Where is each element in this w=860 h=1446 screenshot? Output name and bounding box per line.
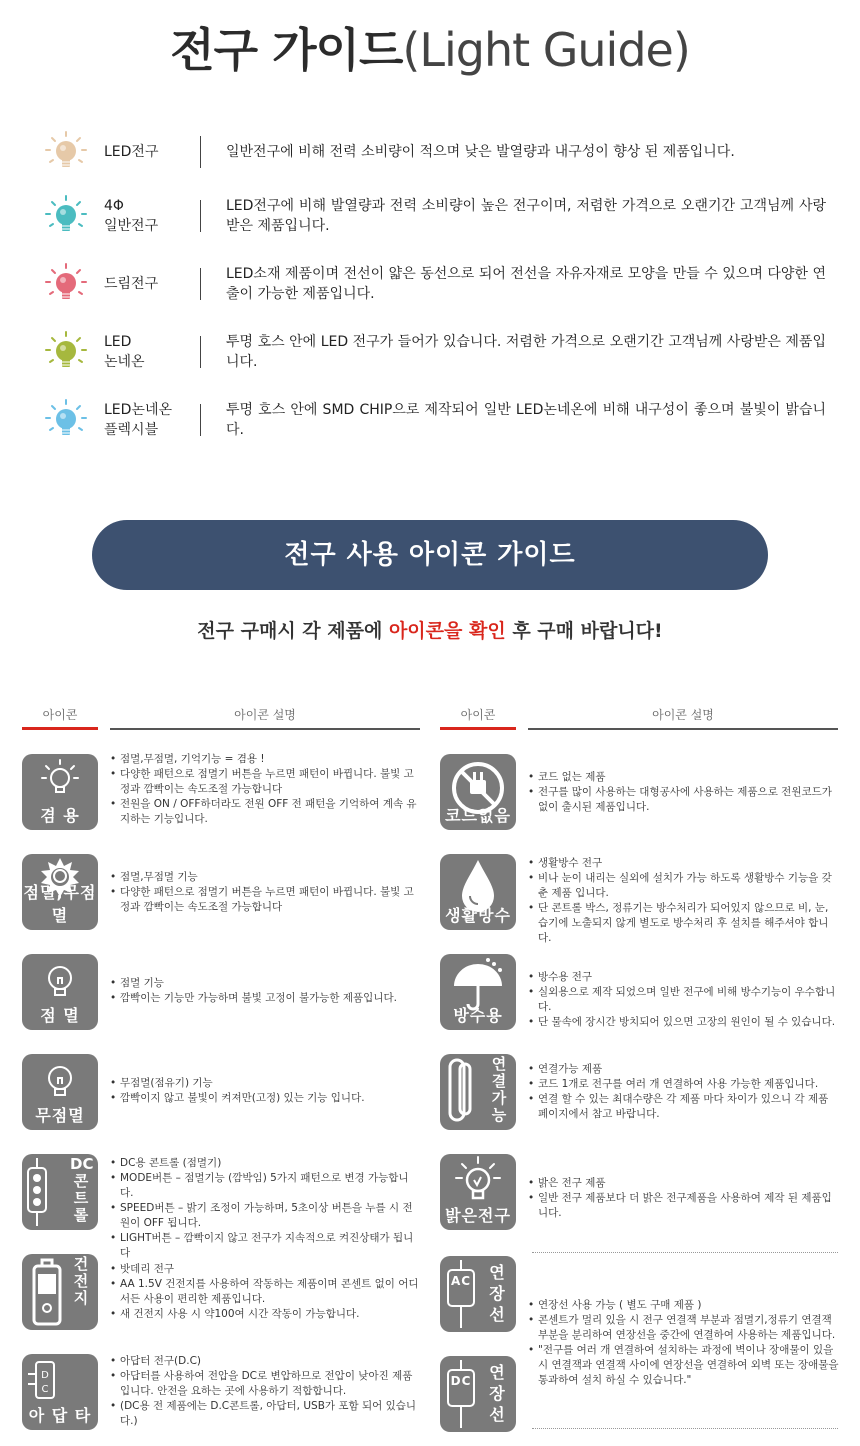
- description-bullet: • 깜빡이지 않고 불빛이 켜져만(고정) 있는 기능 입니다.: [110, 1091, 420, 1106]
- icon-tile-label: DC콘트롤: [70, 1155, 94, 1224]
- icon-description: [528, 770, 840, 815]
- description-bullet: • 실외용으로 제작 되었으며 일반 전구에 비해 방수기능이 우수합니다.: [528, 985, 840, 1015]
- icon-tile-waterproof: [440, 954, 516, 1030]
- icon-tile-label: 연결가능: [491, 1055, 507, 1124]
- description-bullet: • 다양한 패턴으로 점멸기 버튼을 누르면 패턴이 바뀝니다. 불빛 고정과 깜빡이는 속도조절 가능합니다: [110, 767, 420, 797]
- bulb-guide-row: [0, 398, 860, 458]
- bulb-type-description: 투명 호스 안에 LED 전구가 들어가 있습니다. 저렴한 가격으로 오랜기간 고객님께 사랑받은 제품입니다.: [226, 334, 826, 370]
- description-bullet: • 단 물속에 장시간 방치되어 있으면 고장의 원인이 될 수 있습니다.: [528, 1015, 840, 1030]
- description-bullet: • 다양한 패턴으로 점멸기 버튼을 누르면 패턴이 바뀝니다. 불빛 고정과 깜빡이는 속도조절 가능합니다: [110, 885, 420, 915]
- icon-tile-label: 점멸,무점멸: [23, 883, 97, 925]
- bulb-type-name: [104, 332, 145, 372]
- icon-tile-bright-bulb: [440, 1154, 516, 1230]
- extension-type-label: DC: [450, 1374, 472, 1388]
- extension-type-label: AC: [450, 1274, 472, 1288]
- bulb-guide-row: [0, 330, 860, 390]
- icon-tile-extension-dc: [440, 1356, 516, 1432]
- icon-tile-flash-steady: [22, 854, 98, 930]
- icon-tile-label: 건전지: [73, 1255, 89, 1307]
- description-bullet: • 밧데리 전구: [110, 1262, 420, 1277]
- description-bullet: • 전원을 ON / OFF하더라도 전원 OFF 전 패턴을 기억하여 계속 유지하는 기능입니다.: [110, 797, 420, 827]
- left-icon-header: 아이콘: [42, 708, 78, 722]
- bulb-type-name: [104, 196, 158, 236]
- divider-line: [200, 268, 201, 300]
- description-bullet: • 아답터 전구(D.C): [110, 1354, 420, 1369]
- page-title: [0, 14, 860, 80]
- icon-tile-label: 아 답 타: [28, 1406, 92, 1425]
- header-underline: [110, 728, 420, 730]
- subtitle-post: 후 구매 바랍니다!: [505, 620, 663, 642]
- bulb-type-description: LED전구에 비해 발열량과 전력 소비량이 높은 전구이며, 저렴한 가격으로 오랜기간 고객님께 사랑받은 제품입니다.: [226, 198, 826, 234]
- icon-description: [110, 752, 420, 827]
- icon-description: [528, 1298, 840, 1388]
- description-bullet: • "전구를 여러 개 연결하여 설치하는 과정에 벽이나 장애물이 있을 시 연결잭과 연결잭 사이에 연장선을 연결하여 외벽 또는 장애물을 통과하여 설치 하실 수 있습니다.": [528, 1343, 840, 1388]
- description-bullet: • 점멸,무점멸, 기억기능 = 겸용 !: [110, 752, 420, 767]
- icon-tile-label: 밝은전구: [445, 1206, 511, 1225]
- bulb-type-name-line: 논네온: [104, 354, 145, 370]
- description-bullet: • 비나 눈이 내리는 실외에 설치가 가능 하도록 생활방수 기능을 갖춘 제품 입니다.: [528, 871, 840, 901]
- description-bullet: • 아답터를 사용하여 전압을 DC로 변압하므로 전압이 낮아진 제품입니다. 안전을 요하는 곳에 사용하기 적합합니다.: [110, 1369, 420, 1399]
- svg-text:D: D: [41, 1370, 49, 1381]
- subtitle-pre: 전구 구매시 각 제품에: [197, 620, 389, 642]
- bulb-type-name-line: 플렉시블: [104, 422, 159, 438]
- right-desc-header: 아이콘 설명: [652, 708, 714, 722]
- icon-tile-battery: [22, 1254, 98, 1330]
- description-bullet: • 연결 할 수 있는 최대수량은 각 제품 마다 차이가 있으니 각 제품 페이지에서 참고 바랍니다.: [528, 1092, 840, 1122]
- subtitle: [0, 616, 860, 643]
- bulb-type-name-line: LED논네온: [104, 402, 172, 418]
- description-bullet: • LIGHT버튼 – 깜빡이지 않고 전구가 지속적으로 켜진상태가 됩니다: [110, 1231, 420, 1261]
- bulb-type-description: 일반전구에 비해 전력 소비량이 적으며 낮은 발열량과 내구성이 향상 된 제품입니다.: [226, 144, 735, 160]
- description-bullet: • 생활방수 전구: [528, 856, 840, 871]
- icon-tile-no-cord: [440, 754, 516, 830]
- icon-tile-label: 점 멸: [40, 1006, 80, 1025]
- icon-tile-label: 무점멸: [35, 1106, 85, 1125]
- icon-tile-label: 방수용: [453, 1006, 503, 1025]
- icon-tile-dc-control: [22, 1154, 98, 1230]
- description-bullet: • 무점멸(점유기) 기능: [110, 1076, 420, 1091]
- icon-description: [528, 856, 840, 946]
- bulb-guide-row: [0, 194, 860, 254]
- light-bulb-icon: [44, 130, 88, 174]
- header-underline: [440, 727, 516, 730]
- divider: [532, 1252, 838, 1253]
- description-bullet: • 일반 전구 제품보다 더 밝은 전구제품을 사용하여 제작 된 제품입니다.: [528, 1191, 840, 1221]
- bulb-type-name-line: LED: [104, 334, 132, 350]
- divider-line: [200, 404, 201, 436]
- icon-description: [110, 1076, 420, 1106]
- light-bulb-icon: [44, 398, 88, 442]
- subtitle-highlight: 아이콘을 확인: [388, 620, 506, 642]
- light-bulb-icon: [44, 330, 88, 374]
- icon-tile-waterproof-daily: [440, 854, 516, 930]
- description-bullet: • 전구를 많이 사용하는 대형공사에 사용하는 제품으로 전원코드가 없이 출시된 제품입니다.: [528, 785, 840, 815]
- description-bullet: • 연장선 사용 가능 ( 별도 구매 제품 ): [528, 1298, 840, 1313]
- bulb-type-description: 투명 호스 안에 SMD CHIP으로 제작되어 일반 LED논네온에 비해 내구성이 좋으며 불빛이 밝습니다.: [226, 402, 826, 438]
- icon-tile-flash: [22, 954, 98, 1030]
- divider-line: [200, 200, 201, 232]
- icon-tile-label: 생활방수: [445, 906, 511, 925]
- description-bullet: • 점멸,무점멸 기능: [110, 870, 420, 885]
- divider-line: [200, 136, 201, 168]
- bulb-type-description: LED소재 제품이며 전선이 얇은 동선으로 되어 전선을 자유자재로 모양을 만들 수 있으며 다양한 연출이 가능한 제품입니다.: [226, 266, 826, 302]
- icon-tile-label: 겸 용: [40, 806, 80, 825]
- right-icon-header: 아이콘: [460, 708, 496, 722]
- icon-description: [110, 976, 420, 1006]
- left-desc-header: 아이콘 설명: [234, 708, 296, 722]
- svg-text:C: C: [41, 1384, 49, 1395]
- divider: [532, 1428, 838, 1429]
- icon-tile-label: 코드없음: [445, 806, 511, 825]
- bulb-type-name-line: 일반전구: [104, 218, 159, 234]
- description-bullet: • DC용 콘트롤 (점멸기): [110, 1156, 420, 1171]
- icon-description: [528, 970, 840, 1030]
- bulb-guide-row: [0, 262, 860, 322]
- icon-description: [110, 1262, 420, 1322]
- bulb-type-name-line: 4Φ: [104, 198, 124, 214]
- title-ko: 전구 가이드: [170, 23, 403, 77]
- description-bullet: • 깜빡이는 기능만 가능하며 불빛 고정이 불가능한 제품입니다.: [110, 991, 420, 1006]
- description-bullet: • 단 콘트롤 박스, 정류기는 방수처리가 되어있지 않으므로 비, 눈, 습기에 노출되지 않게 별도로 방수처리 후 설치를 해주셔야 합니다.: [528, 901, 840, 946]
- description-bullet: • MODE버튼 – 점멸기능 (깜박임) 5가지 패턴으로 변경 가능합니다.: [110, 1171, 420, 1201]
- light-bulb-icon: [44, 194, 88, 238]
- title-en: (Light Guide): [402, 23, 690, 77]
- description-bullet: • 새 건전지 사용 시 약100여 시간 작동이 가능합니다.: [110, 1307, 420, 1322]
- description-bullet: • 코드 1개로 전구를 여러 개 연결하여 사용 가능한 제품입니다.: [528, 1077, 840, 1092]
- bulb-guide-row: [0, 130, 860, 190]
- light-bulb-icon: [44, 262, 88, 306]
- extension-side-label: 연장선: [489, 1263, 505, 1324]
- description-bullet: • SPEED버튼 – 밝기 조정이 가능하며, 5초이상 버튼을 누를 시 전원이 OFF 됩니다.: [110, 1201, 420, 1231]
- description-bullet: • AA 1.5V 건전지를 사용하여 작동하는 제품이며 콘센트 없이 어디서든 사용이 편리한 제품입니다.: [110, 1277, 420, 1307]
- description-bullet: • 콘센트가 멀리 있을 시 전구 연결잭 부분과 점멸기,정류기 연결잭 부분을 분리하여 연장선을 중간에 연결하여 사용하는 제품입니다.: [528, 1313, 840, 1343]
- extension-side-label: 연장선: [489, 1363, 505, 1424]
- icon-tile-connectable: [440, 1054, 516, 1130]
- icon-description: [110, 1354, 420, 1429]
- bulb-type-name: [104, 142, 158, 162]
- icon-guide-banner: 전구 사용 아이콘 가이드: [92, 520, 768, 590]
- icon-tile-combo: [22, 754, 98, 830]
- bulb-type-name-line: 드림전구: [104, 276, 159, 292]
- icon-tile-steady: [22, 1054, 98, 1130]
- description-bullet: • 코드 없는 제품: [528, 770, 840, 785]
- icon-description: [528, 1062, 840, 1122]
- header-underline: [528, 728, 838, 730]
- description-bullet: • (DC용 전 제품에는 D.C콘트롤, 아답터, USB가 포함 되어 있습니다.): [110, 1399, 420, 1429]
- header-underline: [22, 727, 98, 730]
- description-bullet: • 연결가능 제품: [528, 1062, 840, 1077]
- description-bullet: • 밝은 전구 제품: [528, 1176, 840, 1191]
- icon-tile-adapter: [22, 1354, 98, 1430]
- bulb-type-name-line: LED전구: [104, 144, 159, 160]
- bulb-type-name: [104, 274, 158, 294]
- divider-line: [200, 336, 201, 368]
- icon-description: [528, 1176, 840, 1221]
- bulb-type-name: [104, 400, 172, 440]
- icon-description: [110, 1156, 420, 1261]
- icon-description: [110, 870, 420, 915]
- icon-tile-extension-ac: [440, 1256, 516, 1332]
- description-bullet: • 방수용 전구: [528, 970, 840, 985]
- description-bullet: • 점멸 기능: [110, 976, 420, 991]
